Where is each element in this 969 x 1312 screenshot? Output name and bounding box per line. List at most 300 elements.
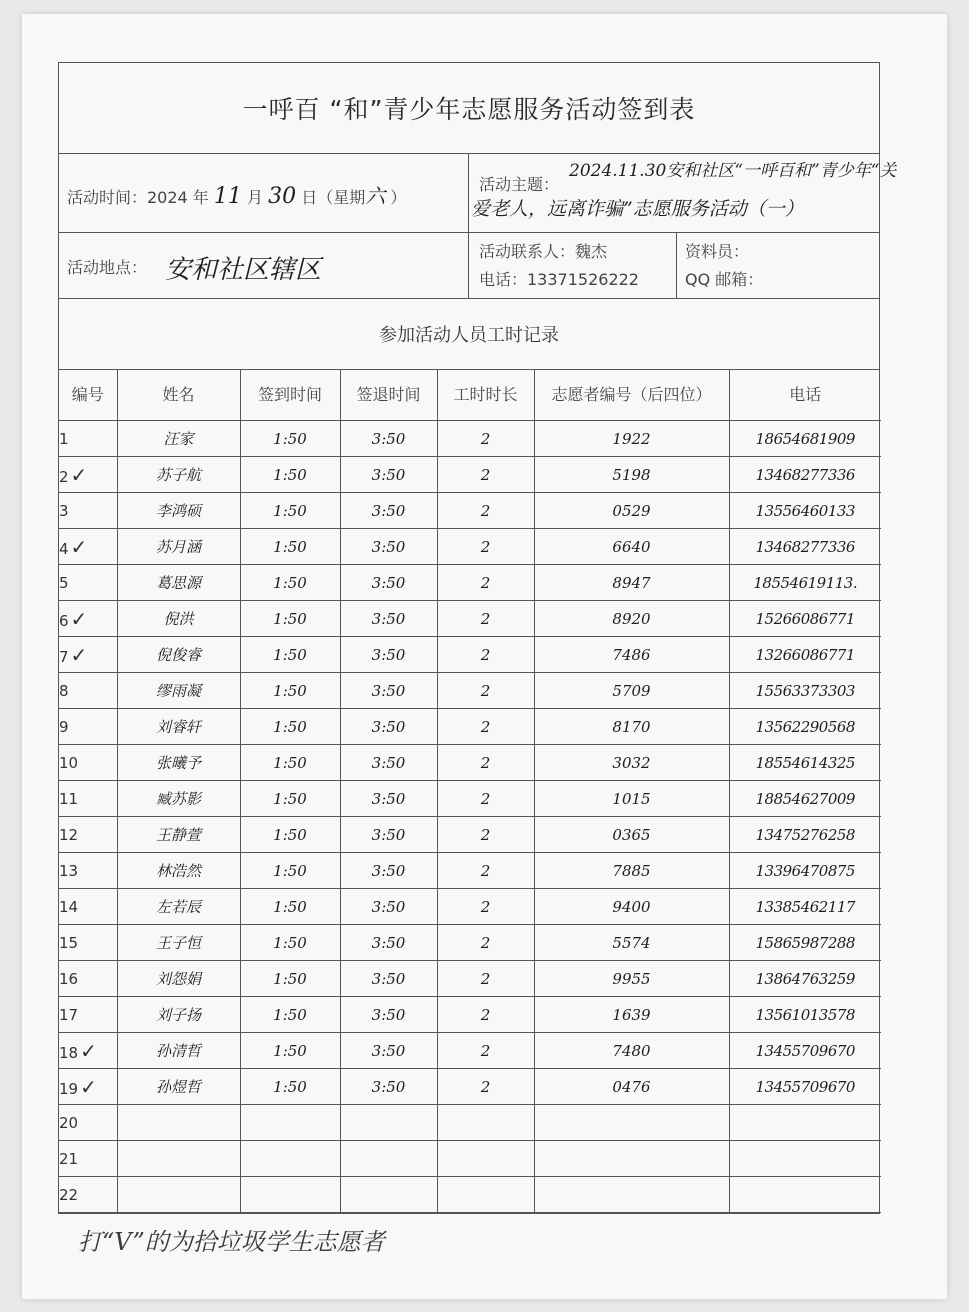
signout-time: [340, 637, 437, 673]
work-hours: [437, 673, 534, 709]
signout-time: [340, 997, 437, 1033]
volunteer-id: [534, 673, 729, 709]
volunteer-id-text: 7486: [612, 645, 651, 664]
time-month-unit: 月: [247, 188, 264, 207]
work-hours: [437, 637, 534, 673]
volunteer-name: [117, 1033, 240, 1069]
volunteer-name: [117, 565, 240, 601]
volunteer-id-text: 7480: [612, 1041, 651, 1060]
volunteer-phone: [729, 529, 881, 565]
row-number-text: 8: [59, 681, 69, 700]
volunteer-name-text: 臧苏影: [155, 790, 201, 808]
checkmark-icon: ✓: [70, 642, 88, 667]
signout-time: [340, 853, 437, 889]
table-row: [59, 889, 881, 925]
work-hours: [437, 961, 534, 997]
time-year-label: 活动时间：2024 年: [67, 188, 209, 207]
signin-time-text: 1:50: [273, 645, 307, 664]
signin-time: [240, 889, 340, 925]
work-hours-text: 2: [480, 681, 491, 700]
volunteer-name-text: 苏子航: [155, 466, 201, 484]
row-number-text: 11: [59, 789, 79, 808]
row-number: [59, 1105, 117, 1141]
volunteer-id: [534, 529, 729, 565]
work-hours: [437, 817, 534, 853]
volunteer-name: [117, 493, 240, 529]
activity-theme-cell: [469, 154, 897, 232]
work-hours: [437, 745, 534, 781]
signout-time: [340, 781, 437, 817]
row-number-text: 7: [59, 647, 69, 666]
work-hours: [437, 565, 534, 601]
volunteer-name: [117, 1177, 240, 1213]
checkmark-icon: ✓: [70, 462, 88, 487]
row-number: [59, 529, 117, 565]
volunteer-name-text: 李鸿硕: [155, 502, 201, 520]
volunteer-id-text: 5574: [612, 933, 651, 952]
volunteer-phone: [729, 565, 881, 601]
row-number: [59, 961, 117, 997]
signout-time-text: 3:50: [371, 717, 406, 736]
signin-time: [240, 1033, 340, 1069]
volunteer-id-text: 8920: [612, 609, 651, 628]
table-row: [59, 1033, 881, 1069]
volunteer-phone: [729, 853, 881, 889]
volunteer-id-text: 1639: [612, 1005, 651, 1024]
volunteer-phone: [729, 1177, 881, 1213]
work-hours-text: 2: [480, 429, 491, 448]
signout-time-text: 3:50: [371, 933, 406, 952]
volunteer-name: [117, 637, 240, 673]
row-number: [59, 493, 117, 529]
signin-time-text: 1:50: [273, 1041, 307, 1060]
signin-time: [240, 1141, 340, 1177]
volunteer-name: [117, 1069, 240, 1105]
volunteer-id: [534, 493, 729, 529]
activity-time-cell: [59, 154, 469, 232]
volunteer-phone-text: 18854627009: [755, 789, 855, 808]
volunteer-id-text: 1922: [612, 429, 651, 448]
work-hours: [437, 997, 534, 1033]
time-day-unit: 日（星期: [301, 188, 366, 207]
footnote: 打“V”的为拾垃圾学生志愿者: [78, 1228, 385, 1256]
work-hours: [437, 1069, 534, 1105]
signin-time-text: 1:50: [273, 969, 307, 988]
volunteer-name-text: 刘睿轩: [155, 718, 201, 736]
volunteer-id: [534, 421, 729, 457]
header-phone: 电话: [729, 370, 881, 421]
volunteer-name-text: 孙煜哲: [155, 1078, 201, 1096]
table-header-row: [59, 370, 881, 421]
signout-time-text: 3:50: [371, 825, 406, 844]
volunteer-phone-text: 15865987288: [755, 933, 855, 952]
volunteer-id-text: 0529: [612, 501, 651, 520]
header-signin: 签到时间: [240, 370, 340, 421]
table-row: [59, 457, 881, 493]
table-row: [59, 997, 881, 1033]
volunteer-phone: [729, 925, 881, 961]
signout-time-text: 3:50: [371, 861, 406, 880]
signin-time-text: 1:50: [273, 465, 307, 484]
qq-label: QQ 邮箱：: [685, 270, 764, 289]
time-month: 11: [213, 184, 242, 209]
volunteer-id: [534, 1141, 729, 1177]
volunteer-phone: [729, 781, 881, 817]
work-hours: [437, 709, 534, 745]
volunteer-id: [534, 637, 729, 673]
row-number: [59, 709, 117, 745]
signout-time: [340, 1177, 437, 1213]
work-hours: [437, 1033, 534, 1069]
volunteer-id: [534, 961, 729, 997]
time-weekday: 六: [365, 184, 386, 208]
volunteer-name: [117, 817, 240, 853]
row-number: [59, 817, 117, 853]
volunteer-name-text: 苏月涵: [155, 538, 201, 556]
work-hours-text: 2: [480, 753, 491, 772]
signin-form: [58, 62, 897, 1214]
volunteer-name-text: 倪洪: [163, 610, 194, 628]
signout-time: [340, 493, 437, 529]
volunteer-phone: [729, 637, 881, 673]
signin-time: [240, 745, 340, 781]
work-hours: [437, 421, 534, 457]
volunteer-id: [534, 925, 729, 961]
volunteer-name: [117, 1141, 240, 1177]
work-hours: [437, 1177, 534, 1213]
signout-time: [340, 529, 437, 565]
signout-time: [340, 1105, 437, 1141]
signin-time-text: 1:50: [273, 1005, 307, 1024]
volunteer-name-text: 左若辰: [155, 898, 201, 916]
signin-time: [240, 961, 340, 997]
work-hours-text: 2: [480, 789, 491, 808]
work-hours: [437, 493, 534, 529]
volunteer-name-text: 张曦予: [155, 754, 201, 772]
row-number-text: 10: [59, 753, 79, 772]
signout-time-text: 3:50: [371, 645, 406, 664]
row-number-text: 21: [59, 1149, 79, 1168]
volunteer-phone-text: 18554619113.: [753, 573, 858, 592]
table-row: [59, 601, 881, 637]
volunteer-id: [534, 1033, 729, 1069]
signout-time: [340, 565, 437, 601]
volunteer-phone: [729, 709, 881, 745]
time-theme-row: [59, 154, 897, 233]
signin-time: [240, 529, 340, 565]
volunteer-phone: [729, 889, 881, 925]
row-number: [59, 1069, 117, 1105]
location-value: 安和社区辖区: [165, 255, 322, 285]
row-number: [59, 457, 117, 493]
volunteer-name-text: 王子恒: [155, 934, 201, 952]
signout-time-text: 3:50: [371, 501, 406, 520]
volunteer-id-text: 1015: [612, 789, 651, 808]
signout-time-text: 3:50: [371, 1077, 406, 1096]
signin-time: [240, 673, 340, 709]
row-number: [59, 601, 117, 637]
work-hours-text: 2: [480, 645, 491, 664]
volunteer-name: [117, 529, 240, 565]
work-hours: [437, 1105, 534, 1141]
volunteer-phone: [729, 1105, 881, 1141]
row-number: [59, 781, 117, 817]
volunteer-name: [117, 781, 240, 817]
volunteer-phone-text: 18654681909: [755, 429, 855, 448]
volunteer-name-text: 林浩然: [155, 862, 201, 880]
table-row: [59, 925, 881, 961]
signin-time-text: 1:50: [273, 609, 307, 628]
signout-time-text: 3:50: [371, 1041, 406, 1060]
work-hours: [437, 457, 534, 493]
volunteer-phone: [729, 601, 881, 637]
section-title: 参加活动人员工时记录: [59, 299, 879, 370]
volunteer-name-text: 缪雨凝: [155, 682, 201, 700]
signin-time: [240, 637, 340, 673]
work-hours-text: 2: [480, 897, 491, 916]
row-number: [59, 889, 117, 925]
table-body: [59, 421, 881, 1213]
row-number: [59, 853, 117, 889]
volunteer-name: [117, 745, 240, 781]
signin-time-text: 1:50: [273, 429, 307, 448]
volunteer-phone-text: 13556460133: [755, 501, 855, 520]
location-cell: [59, 233, 469, 298]
volunteer-name: [117, 961, 240, 997]
volunteer-name-text: 汪家: [163, 430, 194, 448]
signin-time-text: 1:50: [273, 933, 307, 952]
work-hours-text: 2: [480, 861, 491, 880]
volunteer-phone-text: 13266086771: [755, 645, 855, 664]
row-number-text: 15: [59, 933, 79, 952]
header-hours: 工时时长: [437, 370, 534, 421]
signin-time: [240, 817, 340, 853]
signin-time: [240, 781, 340, 817]
table-row: [59, 853, 881, 889]
volunteer-name: [117, 1105, 240, 1141]
signout-time: [340, 925, 437, 961]
signin-time: [240, 1069, 340, 1105]
signout-time: [340, 889, 437, 925]
activity-time-label: [67, 180, 406, 209]
row-number-text: 3: [59, 501, 69, 520]
row-number-text: 19: [59, 1079, 79, 1098]
volunteer-id: [534, 853, 729, 889]
checkmark-icon: ✓: [70, 606, 88, 631]
work-hours-text: 2: [480, 609, 491, 628]
signout-time-text: 3:50: [371, 573, 406, 592]
volunteer-name: [117, 673, 240, 709]
signin-time: [240, 601, 340, 637]
contact-phone: 电话：13371526222: [479, 270, 639, 289]
row-number: [59, 925, 117, 961]
signout-time-text: 3:50: [371, 465, 406, 484]
row-number-text: 14: [59, 897, 79, 916]
volunteer-phone: [729, 673, 881, 709]
work-hours-text: 2: [480, 573, 491, 592]
volunteer-name-text: 葛思源: [155, 574, 201, 592]
volunteer-name: [117, 853, 240, 889]
signin-time: [240, 853, 340, 889]
signout-time: [340, 817, 437, 853]
work-hours: [437, 889, 534, 925]
table-row: [59, 781, 881, 817]
volunteer-phone: [729, 745, 881, 781]
work-hours-text: 2: [480, 1077, 491, 1096]
row-number-text: 18: [59, 1043, 79, 1062]
volunteer-phone: [729, 817, 881, 853]
signout-time-text: 3:50: [371, 753, 406, 772]
volunteer-id-text: 3032: [612, 753, 651, 772]
volunteer-phone: [729, 961, 881, 997]
volunteer-name: [117, 925, 240, 961]
work-hours: [437, 529, 534, 565]
table-row: [59, 493, 881, 529]
signout-time: [340, 1033, 437, 1069]
work-hours: [437, 853, 534, 889]
row-number-text: 20: [59, 1113, 79, 1132]
table-row: [59, 1141, 881, 1177]
signin-time-text: 1:50: [273, 789, 307, 808]
volunteer-id: [534, 1069, 729, 1105]
row-number-text: 22: [59, 1185, 79, 1204]
volunteer-phone-text: 13385462117: [755, 897, 855, 916]
signin-time-text: 1:50: [273, 1077, 307, 1096]
table-row: [59, 1069, 881, 1105]
volunteer-phone-text: 13468277336: [755, 465, 855, 484]
header-signout: 签退时间: [340, 370, 437, 421]
signout-time: [340, 457, 437, 493]
signout-time: [340, 1069, 437, 1105]
volunteer-phone: [729, 1141, 881, 1177]
theme-label: 活动主题：: [479, 175, 560, 194]
table-row: [59, 1105, 881, 1141]
work-hours-text: 2: [480, 1041, 491, 1060]
volunteer-phone-text: 18554614325: [755, 753, 855, 772]
volunteer-name: [117, 709, 240, 745]
work-hours-text: 2: [480, 969, 491, 988]
signin-time-text: 1:50: [273, 537, 307, 556]
volunteer-name: [117, 997, 240, 1033]
signout-time: [340, 601, 437, 637]
volunteer-phone-text: 15266086771: [755, 609, 855, 628]
row-number-text: 13: [59, 861, 79, 880]
volunteer-id-text: 8947: [612, 573, 651, 592]
work-hours-text: 2: [480, 933, 491, 952]
work-hours: [437, 781, 534, 817]
signin-time: [240, 1105, 340, 1141]
volunteer-id: [534, 1105, 729, 1141]
table-row: [59, 529, 881, 565]
checkmark-icon: ✓: [80, 1038, 97, 1063]
signin-time-text: 1:50: [273, 717, 307, 736]
table-row: [59, 1177, 881, 1213]
signout-time: [340, 961, 437, 997]
volunteer-name: [117, 421, 240, 457]
volunteer-phone-text: 13475276258: [755, 825, 855, 844]
signin-time: [240, 457, 340, 493]
signin-time: [240, 709, 340, 745]
contact-cell: [469, 233, 879, 298]
table-row: [59, 421, 881, 457]
volunteer-id-text: 0476: [612, 1077, 651, 1096]
table-row: [59, 709, 881, 745]
signin-time-text: 1:50: [273, 753, 307, 772]
volunteer-name: [117, 889, 240, 925]
clerk-cell: [677, 233, 879, 298]
signout-time-text: 3:50: [371, 897, 406, 916]
work-hours: [437, 1141, 534, 1177]
volunteer-id: [534, 817, 729, 853]
work-hours-text: 2: [480, 537, 491, 556]
volunteer-name-text: 刘怨娟: [155, 970, 201, 988]
volunteer-phone-text: 13455709670: [755, 1041, 855, 1060]
contact-split: [469, 233, 879, 298]
row-number-text: 9: [59, 717, 69, 736]
signin-time: [240, 997, 340, 1033]
signin-time-text: 1:50: [273, 681, 307, 700]
signin-time-text: 1:50: [273, 501, 307, 520]
signout-time: [340, 745, 437, 781]
row-number: [59, 1141, 117, 1177]
volunteer-name: [117, 457, 240, 493]
volunteer-name-text: 孙清哲: [155, 1042, 201, 1060]
volunteer-id: [534, 745, 729, 781]
volunteer-id-text: 9955: [612, 969, 651, 988]
volunteer-phone-text: 13396470875: [755, 861, 855, 880]
signin-time: [240, 421, 340, 457]
contact-label: 活动联系人：魏杰: [479, 242, 608, 261]
row-number: [59, 997, 117, 1033]
volunteer-id: [534, 565, 729, 601]
signin-time-text: 1:50: [273, 861, 307, 880]
location-contact-row: [59, 233, 879, 299]
work-hours-text: 2: [480, 501, 491, 520]
signout-time: [340, 1141, 437, 1177]
volunteer-name: [117, 601, 240, 637]
row-number: [59, 745, 117, 781]
time-day: 30: [268, 184, 297, 209]
contact-person-cell: [469, 233, 677, 298]
table-row: [59, 637, 881, 673]
volunteer-phone-text: 13561013578: [755, 1005, 855, 1024]
signout-time: [340, 673, 437, 709]
row-number-text: 16: [59, 969, 79, 988]
volunteer-id: [534, 601, 729, 637]
work-hours-text: 2: [480, 465, 491, 484]
work-hours: [437, 601, 534, 637]
work-hours-text: 2: [480, 717, 491, 736]
volunteer-phone-text: 13864763259: [755, 969, 855, 988]
signin-time: [240, 1177, 340, 1213]
row-number: [59, 1177, 117, 1213]
row-number-text: 12: [59, 825, 79, 844]
volunteer-phone-text: 15563373303: [755, 681, 855, 700]
volunteer-phone: [729, 421, 881, 457]
signin-time-text: 1:50: [273, 825, 307, 844]
volunteer-id-text: 6640: [612, 537, 651, 556]
checkmark-icon: ✓: [80, 1074, 97, 1099]
volunteer-phone: [729, 457, 881, 493]
volunteer-id-text: 7885: [612, 861, 651, 880]
signin-time-text: 1:50: [273, 897, 307, 916]
row-number-text: 2: [59, 467, 69, 486]
table-row: [59, 817, 881, 853]
signin-time-text: 1:50: [273, 573, 307, 592]
header-volunteer-id: 志愿者编号（后四位）: [534, 370, 729, 421]
row-number: [59, 421, 117, 457]
signout-time: [340, 421, 437, 457]
